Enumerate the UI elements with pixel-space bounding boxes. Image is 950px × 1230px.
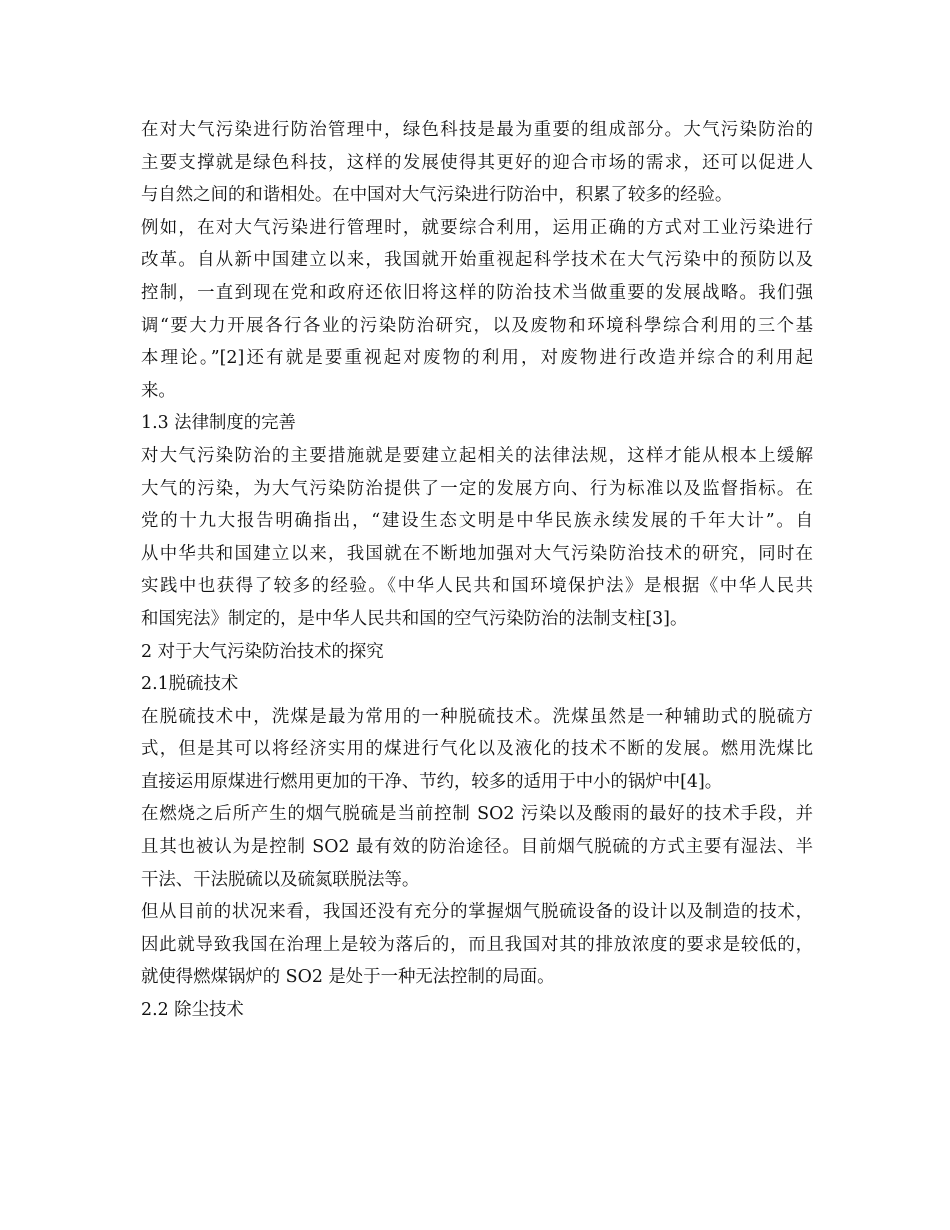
text-line: 从中华共和国建立以来，我国就在不断地加强对大气污染防治技术的研究，同时在 xyxy=(141,543,813,564)
text-line: 来。 xyxy=(141,380,176,401)
text-line: 直接运用原煤进行燃用更加的干净、节约，较多的适用于中小的锅炉中[4]。 xyxy=(141,771,723,792)
section-heading: 2 对于大气污染防治技术的探究 xyxy=(141,641,384,662)
text-line: 对大气污染防治的主要措施就是要建立起相关的法律法规，这样才能从根本上缓解 xyxy=(141,445,813,466)
document-body xyxy=(141,114,813,1027)
text-line: 干法、干法脱硫以及硫氮联脱法等。 xyxy=(141,869,420,890)
text-line: 就使得燃煤锅炉的 SO2 是处于一种无法控制的局面。 xyxy=(141,967,555,988)
section-heading: 1.3 法律制度的完善 xyxy=(141,413,296,434)
text-line: 和国宪法》制定的，是中华人民共和国的空气污染防治的法制支柱[3]。 xyxy=(141,608,688,629)
text-line: 主要支撑就是绿色科技，这样的发展使得其更好的迎合市场的需求，还可以促进人 xyxy=(141,152,813,173)
text-line: 党的十九大报告明确指出，“建设生态文明是中华民族永续发展的千年大计”。自 xyxy=(141,511,813,532)
text-line: 但从目前的状况来看，我国还没有充分的掌握烟气脱硫设备的设计以及制造的技术， xyxy=(141,902,813,923)
text-line: 在燃烧之后所产生的烟气脱硫是当前控制 SO2 污染以及酸雨的最好的技术手段，并 xyxy=(141,804,813,825)
text-line: 且其也被认为是控制 SO2 最有效的防治途径。目前烟气脱硫的方式主要有湿法、半 xyxy=(141,837,813,858)
text-line: 实践中也获得了较多的经验。《中华人民共和国环境保护法》是根据《中华人民共 xyxy=(141,576,813,597)
text-line: 式，但是其可以将经济实用的煤进行气化以及液化的技术不断的发展。燃用洗煤比 xyxy=(141,739,813,760)
text-line: 在对大气污染进行防治管理中，绿色科技是最为重要的组成部分。大气污染防治的 xyxy=(141,120,813,140)
text-line: 调“要大力开展各行各业的污染防治研究，以及废物和环境科學综合利用的三个基 xyxy=(141,315,813,336)
subsection-heading: 2.1脱硫技术 xyxy=(141,674,239,695)
subsection-heading: 2.2 除尘技术 xyxy=(141,1000,244,1021)
text-line: 本理论。”[2]还有就是要重视起对废物的利用，对废物进行改造并综合的利用起 xyxy=(141,348,813,369)
text-line: 控制，一直到现在党和政府还依旧将这样的防治技术当做重要的发展战略。我们强 xyxy=(141,282,813,303)
text-line: 与自然之间的和谐相处。在中国对大气污染进行防治中，积累了较多的经验。 xyxy=(141,185,733,206)
text-line: 大气的污染，为大气污染防治提供了一定的发展方向、行为标准以及监督指标。在 xyxy=(141,478,813,499)
text-line: 在脱硫技术中，洗煤是最为常用的一种脱硫技术。洗煤虽然是一种辅助式的脱硫方 xyxy=(141,706,813,727)
text-line: 改革。自从新中国建立以来，我国就开始重视起科学技术在大气污染中的预防以及 xyxy=(141,250,813,271)
text-line: 例如，在对大气污染进行管理时，就要综合利用，运用正确的方式对工业污染进行 xyxy=(141,217,813,238)
text-line: 因此就导致我国在治理上是较为落后的，而且我国对其的排放浓度的要求是较低的， xyxy=(141,934,813,955)
